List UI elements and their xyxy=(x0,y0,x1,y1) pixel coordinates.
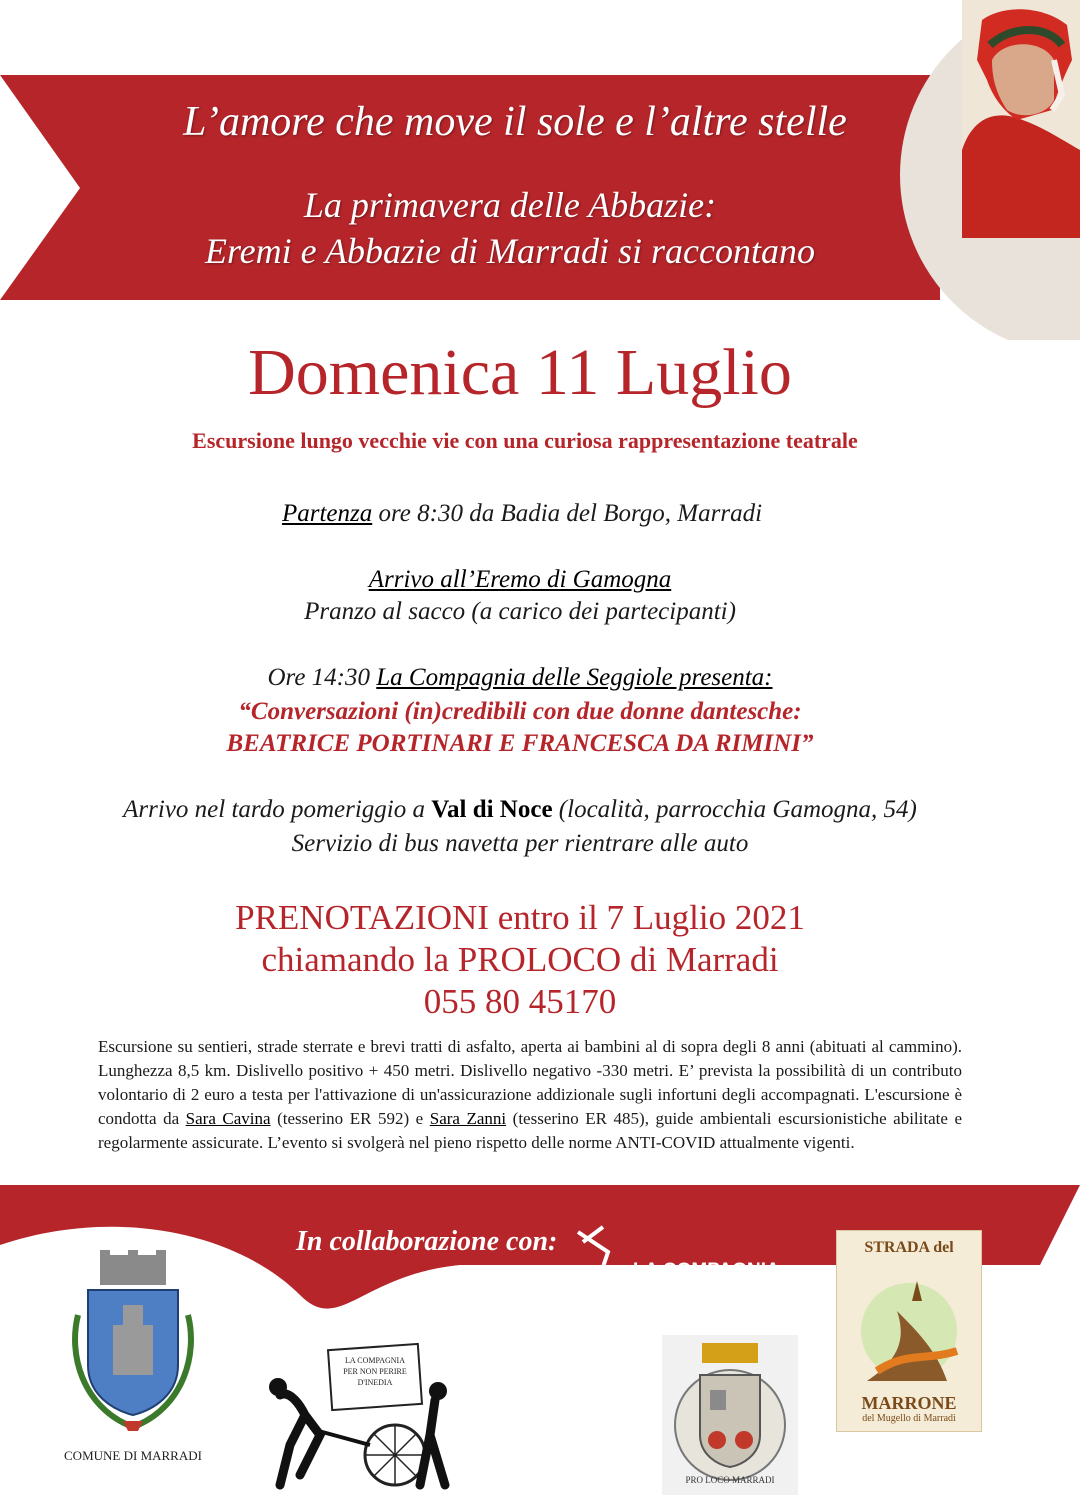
disclaimer-part-2: (tesserino ER 592) e xyxy=(270,1109,430,1128)
seggiole-line-2: DELLE SEGGIOLE xyxy=(633,1282,800,1303)
comune-label: COMUNE DI MARRADI xyxy=(64,1448,202,1463)
afternoon-pre: Arrivo nel tardo pomeriggio a xyxy=(123,796,432,823)
header-subtitle-1: La primavera delle Abbazie: xyxy=(303,185,717,225)
arrival-eremo: Arrivo all’Eremo di Gamogna xyxy=(368,566,672,593)
collab-label: In collaborazione con: xyxy=(296,1226,558,1257)
header-title: L’amore che move il sole e l’altre stelle xyxy=(183,99,847,145)
strada-main-text: MARRONE xyxy=(861,1393,957,1413)
header-subtitle-2: Eremi e Abbazie di Marradi si raccontano xyxy=(205,231,815,271)
disclaimer xyxy=(98,1035,962,1155)
seggiole-line-3: TEATRO DAL 1999 xyxy=(633,1302,746,1317)
strada-sub-text: del Mugello di Marradi xyxy=(862,1413,956,1424)
event-tagline: Escursione lungo vecchie vie con una curiosa rappresentazione teatrale xyxy=(192,428,858,453)
booking-line-1: PRENOTAZIONI entro il 7 Luglio 2021 xyxy=(235,898,805,937)
proloco-ring-text: PRO LOCO MARRADI xyxy=(685,1475,775,1485)
perire-sign-text: LA COMPAGNIA PER NON PERIRE D'INEDIA xyxy=(343,1356,407,1387)
top-banner xyxy=(0,0,1080,340)
perire-logo xyxy=(260,1335,465,1495)
guide-1: Sara Cavina xyxy=(185,1109,271,1128)
lunch-note: Pranzo al sacco (a carico dei partecipanti) xyxy=(304,598,736,625)
shuttle-note: Servizio di bus navetta per rientrare alle auto xyxy=(291,830,749,857)
disclaimer-part-1: Escursione su sentieri, strade sterrate e brevi tratti di asfalto, aperta ai bambini al di sopra degli 8 anni (abituati al cammino). Lunghezza 8,5 km. Dislivello positivo + 450 metri. Dislivello negativo -330 metri. E’ prevista la possibilità di un contributo volontario di 2 euro a testa per l'attivazione di un'assicurazione addizionale sugli infortuni degli accompagnati. L'escursione è condotta da xyxy=(98,1037,962,1128)
booking-phone: 055 80 45170 xyxy=(423,982,617,1021)
proloco-logo xyxy=(662,1335,798,1495)
show-title-2: BEATRICE PORTINARI E FRANCESCA DA RIMINI” xyxy=(226,730,814,757)
afternoon-post: (località, parrocchia Gamogna, 54) xyxy=(552,796,917,823)
strada-marrone-logo xyxy=(836,1230,982,1432)
afternoon-place: Val di Noce xyxy=(431,796,553,823)
disclaimer-part-3: (tesserino ER 485), guide ambientali escursionistiche abilitate e regolarmente assicurate. L’evento si svolgerà nel pieno rispetto delle norme ANTI-COVID attualmente vigenti. xyxy=(98,1109,962,1152)
guide-2: Sara Zanni xyxy=(429,1109,507,1128)
show-intro xyxy=(0,664,1060,692)
comune-logo xyxy=(58,1245,208,1463)
departure xyxy=(0,500,1062,528)
departure-text: ore 8:30 da Badia del Borgo, Marradi xyxy=(372,500,763,527)
afternoon-arrival xyxy=(0,796,1060,824)
event-date: Domenica 11 Luglio xyxy=(248,336,792,409)
departure-label: Partenza xyxy=(281,500,373,527)
show-company: La Compagnia delle Seggiole presenta: xyxy=(376,664,773,691)
strada-top-text: STRADA del xyxy=(864,1239,954,1256)
booking-line-2: chiamando la PROLOCO di Marradi xyxy=(261,940,779,979)
show-title-1: “Conversazioni (in)credibili con due donne dantesche: xyxy=(238,698,802,725)
show-time: Ore 14:30 xyxy=(267,664,377,691)
seggiole-line-1: LA COMPAGNIA xyxy=(633,1260,780,1281)
seggiole-logo xyxy=(568,1222,808,1317)
